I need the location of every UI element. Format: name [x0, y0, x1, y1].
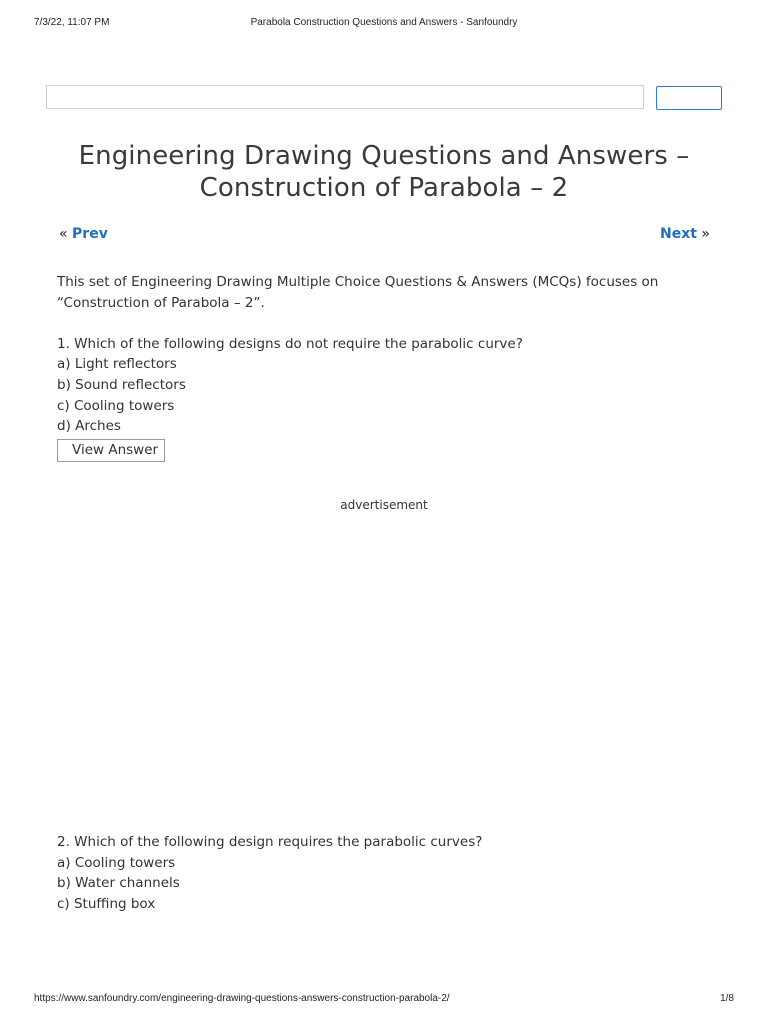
print-footer	[34, 993, 734, 1007]
question-1	[57, 334, 707, 462]
print-document-title: Parabola Construction Questions and Answers - Sanfoundry	[250, 17, 518, 28]
option-d: d) Arches	[57, 418, 121, 435]
print-page-number: 1/8	[720, 993, 734, 1004]
article-content	[57, 272, 707, 462]
next-nav	[660, 225, 710, 243]
question-text: 1. Which of the following designs do not require the parabolic curve?	[57, 335, 523, 352]
intro-text: This set of Engineering Drawing Multiple Choice Questions & Answers (MCQs) focuses on “Construction of Parabola – 2”.	[57, 274, 659, 311]
print-url: https://www.sanfoundry.com/engineering-drawing-questions-answers-construction-parabola-2/	[34, 993, 450, 1004]
option-b: b) Sound reflectors	[57, 376, 186, 393]
option-b: b) Water channels	[57, 875, 180, 892]
next-arrow-icon: »	[701, 226, 710, 242]
page-title: Engineering Drawing Questions and Answers – Construction of Parabola – 2	[78, 141, 690, 203]
question-text: 2. Which of the following design requires the parabolic curves?	[57, 834, 483, 850]
prev-link[interactable]: Prev	[72, 226, 108, 242]
option-a: a) Cooling towers	[57, 854, 176, 871]
print-header	[34, 17, 734, 31]
advertisement-label: advertisement	[340, 498, 428, 512]
question-2	[57, 832, 707, 912]
next-link[interactable]: Next	[660, 226, 697, 242]
option-a: a) Light reflectors	[57, 356, 177, 373]
option-c: c) Stuffing box	[57, 895, 156, 912]
print-datetime: 7/3/22, 11:07 PM	[34, 17, 110, 28]
prev-arrow-icon: «	[59, 226, 68, 242]
search-input[interactable]	[46, 85, 644, 109]
search-bar	[46, 85, 724, 111]
search-button[interactable]	[656, 86, 722, 110]
view-answer-button[interactable]: View Answer	[57, 439, 165, 462]
prev-nav	[59, 225, 108, 243]
option-c: c) Cooling towers	[57, 397, 175, 414]
